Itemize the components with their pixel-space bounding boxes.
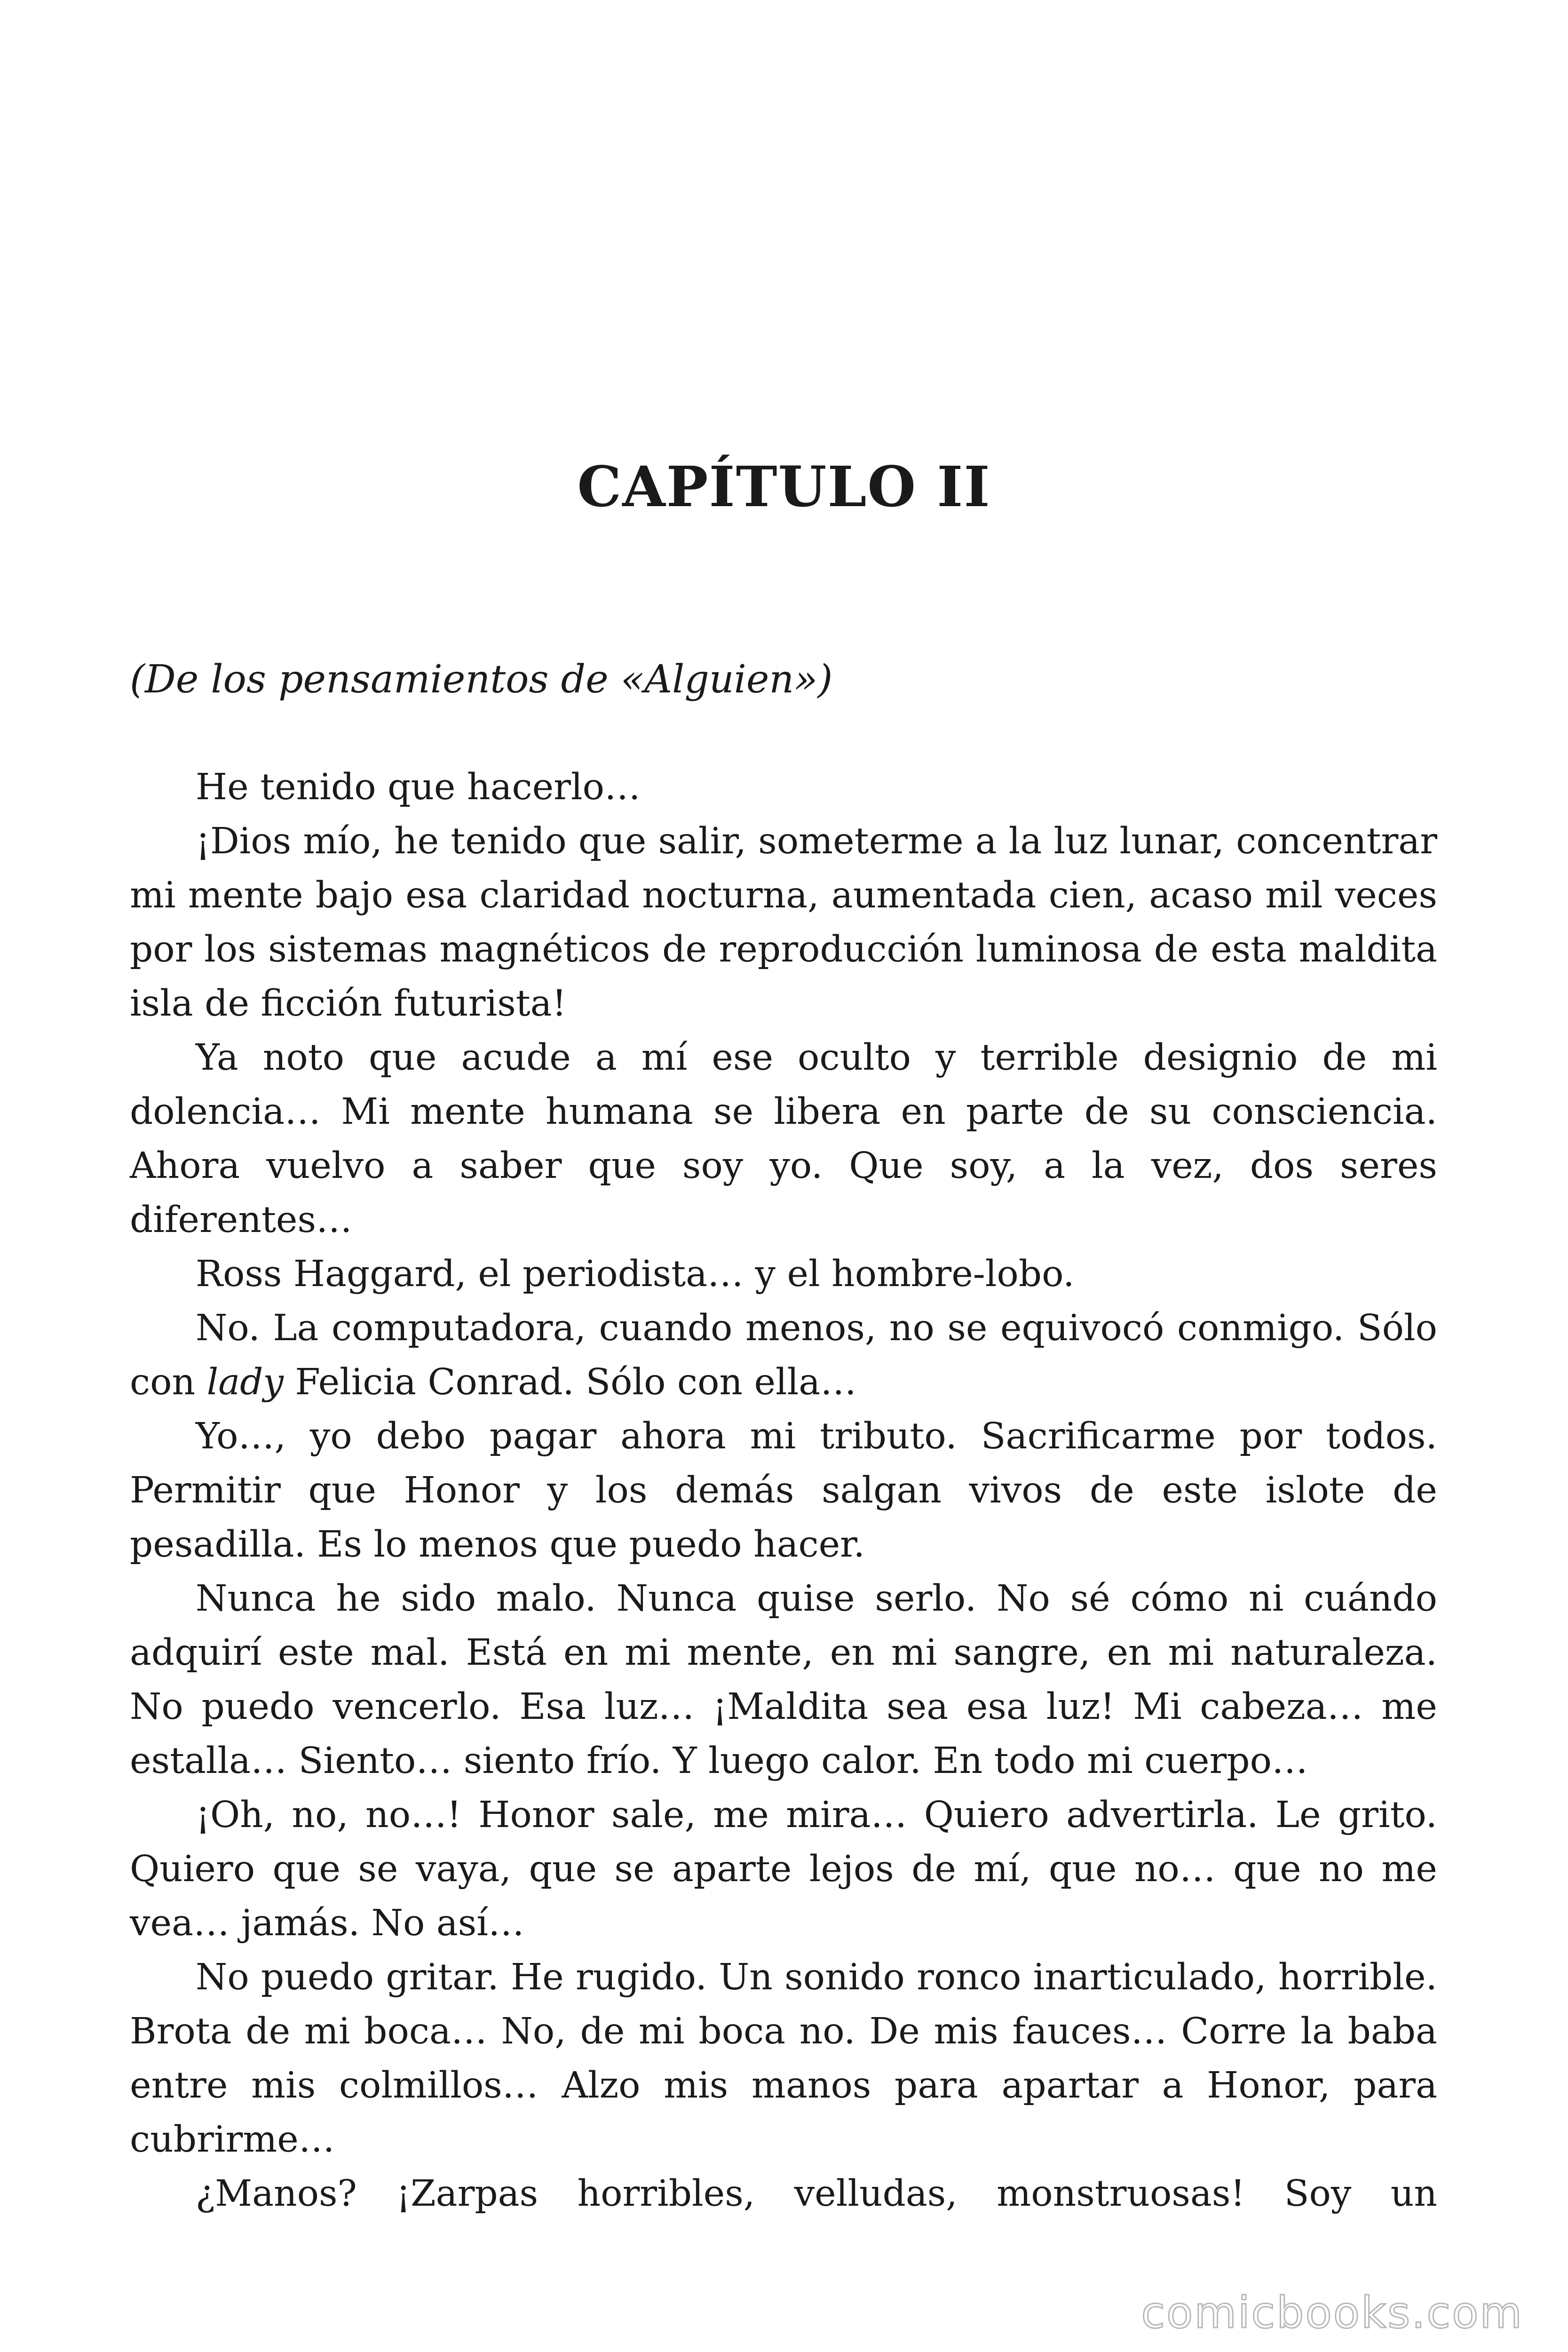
chapter-subtitle: (De los pensamientos de «Alguien») (130, 657, 833, 702)
paragraph (130, 1031, 1437, 1247)
paragraph (130, 1301, 1437, 1409)
paragraph (130, 2167, 1437, 2221)
chapter-body (130, 760, 1437, 2221)
paragraph (130, 1247, 1437, 1301)
text-run: No. La computadora, cuando menos, no se equivocó conmigo. Sólo con (130, 1307, 1437, 1403)
text-run: Felicia Conrad. Sólo con ella… (283, 1361, 857, 1403)
watermark-logo: comicbooks.com (1141, 2288, 1523, 2338)
text-run: Ya noto que acude a mí ese oculto y terrible designio de mi dolencia… Mi mente humana se libera en parte de su consciencia. Ahora vuelvo a saber que soy yo. Que soy, a la vez, dos seres diferentes… (130, 1037, 1437, 1241)
text-run: He tenido que hacerlo… (196, 766, 641, 808)
paragraph (130, 814, 1437, 1031)
text-run: Yo…, yo debo pagar ahora mi tributo. Sacrificarme por todos. Permitir que Honor y los demás salgan vivos de este islote de pesadilla. Es lo menos que puedo hacer. (130, 1415, 1437, 1565)
paragraph (130, 1572, 1437, 1788)
text-run: ¡Oh, no, no…! Honor sale, me mira… Quiero advertirla. Le grito. Quiero que se vaya, que se aparte lejos de mí, que no… que no me vea… jamás. No así… (130, 1794, 1437, 1944)
text-run: ¡Dios mío, he tenido que salir, someterme a la luz lunar, concentrar mi mente bajo esa claridad nocturna, aumentada cien, acaso mil veces por los sistemas magnéticos de reproducción luminosa de esta maldita isla de ficción futurista! (130, 820, 1437, 1025)
paragraph (130, 1409, 1437, 1572)
paragraph (130, 1950, 1437, 2167)
text-run: Ross Haggard, el periodista… y el hombre-lobo. (196, 1253, 1075, 1295)
chapter-title: CAPÍTULO II (577, 454, 991, 519)
paragraph (130, 1788, 1437, 1950)
text-run: ¿Manos? ¡Zarpas horribles, velludas, monstruosas! Soy un (196, 2173, 1437, 2215)
text-run: No puedo gritar. He rugido. Un sonido ronco inarticulado, horrible. Brota de mi boca… No, de mi boca no. De mis fauces… Corre la baba entre mis colmillos… Alzo mis manos para apartar a Honor, para cubrirme… (130, 1956, 1437, 2161)
italic-text: lady (206, 1361, 284, 1403)
text-run: Nunca he sido malo. Nunca quise serlo. No sé cómo ni cuándo adquirí este mal. Está en mi mente, en mi sangre, en mi naturaleza. No puedo vencerlo. Esa luz… ¡Maldita sea esa luz! Mi cabeza… me estalla… Siento… siento frío. Y luego calor. En todo mi cuerpo… (130, 1578, 1437, 1782)
paragraph (130, 760, 1437, 814)
